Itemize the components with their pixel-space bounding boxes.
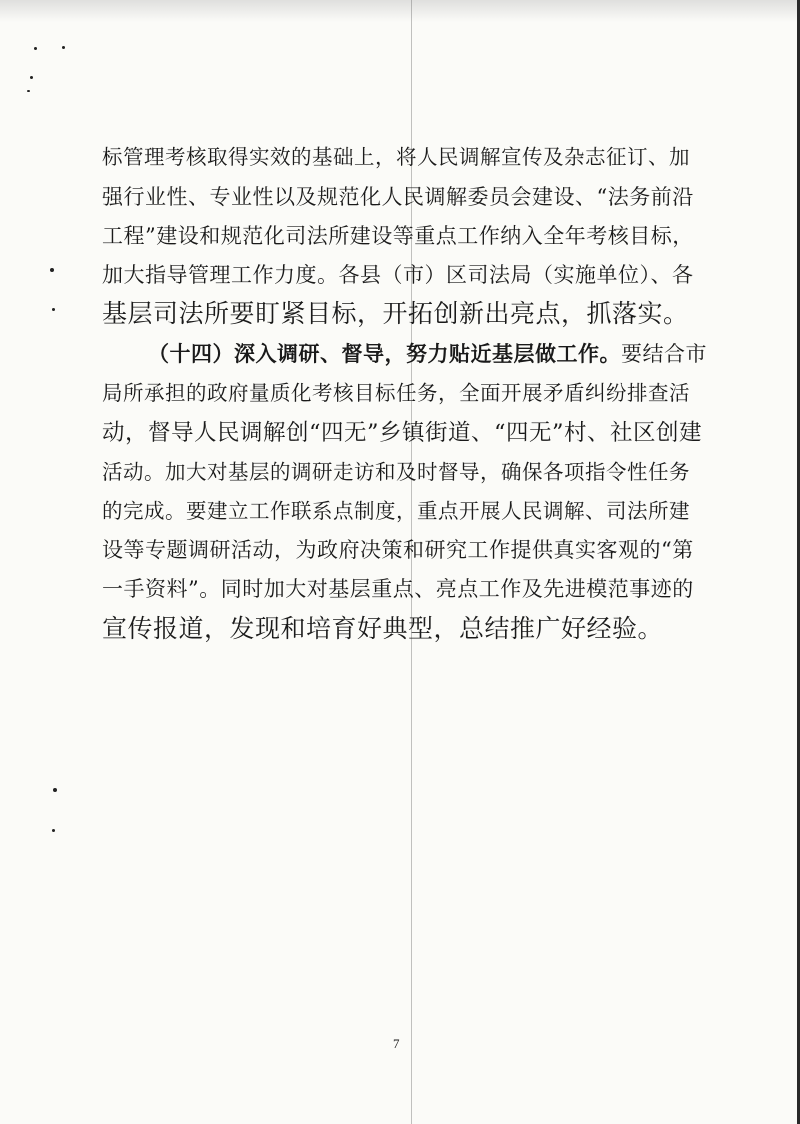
scan-mark — [34, 47, 37, 50]
body-line-11: 设等专题调研活动，为政府决策和研究工作提供真实客观的“第 — [102, 538, 694, 562]
body-line-2: 强行业性、专业性以及规范化人民调解委员会建设、“法务前沿 — [102, 185, 694, 209]
scan-top-shadow — [0, 0, 800, 22]
body-line-9: 活动。加大对基层的调研走访和及时督导，确保各项指令性任务 — [102, 460, 690, 484]
body-line-1: 标管理考核取得实效的基础上，将人民调解宣传及杂志征订、加 — [102, 145, 690, 169]
body-line-5: 基层司法所要盯紧目标，开拓创新出亮点，抓落实。 — [102, 299, 689, 328]
scan-mark — [52, 829, 55, 832]
page-number: 7 — [393, 1036, 400, 1051]
scan-mark — [52, 308, 55, 311]
body-line-4: 加大指导管理工作力度。各县（市）区司法局（实施单位）、各 — [102, 263, 694, 287]
body-line-12: 一手资料”。同时加大对基层重点、亮点工作及先进模范事迹的 — [102, 577, 694, 601]
scan-mark — [27, 90, 30, 92]
scan-mark — [62, 46, 65, 49]
scan-mark — [50, 268, 54, 272]
section-14-paragraph-start — [148, 334, 708, 374]
body-line-3: 工程”建设和规范化司法所建设等重点工作纳入全年考核目标， — [102, 224, 694, 248]
section-14-first-line-rest: 要结合市 — [621, 342, 707, 366]
body-line-7: 局所承担的政府量质化考核目标任务，全面开展矛盾纠纷排查活 — [102, 381, 690, 405]
section-14-heading: （十四）深入调研、督导，努力贴近基层做工作。 — [148, 342, 621, 366]
scan-mark — [30, 76, 33, 79]
body-line-13: 宣传报道，发现和培育好典型，总结推广好经验。 — [102, 614, 664, 643]
scan-mark — [53, 788, 57, 792]
body-line-10: 的完成。要建立工作联系点制度，重点开展人民调解、司法所建 — [102, 499, 690, 523]
body-line-8: 动，督导人民调解创“四无”乡镇街道、“四无”村、社区创建 — [102, 420, 703, 446]
